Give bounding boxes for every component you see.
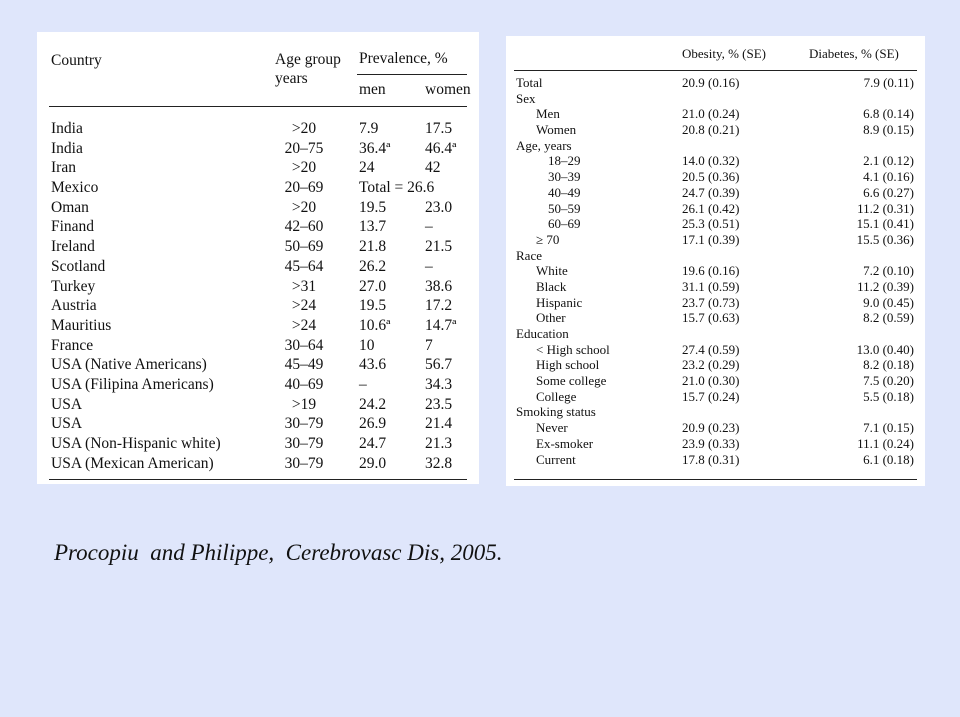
cell-country: India: [51, 120, 83, 137]
cell-label: Hispanic: [536, 294, 583, 310]
table-row: [514, 248, 917, 264]
cell-diabetes: 11.1 (0.24): [857, 435, 914, 451]
table-row: [514, 232, 917, 248]
cell-label: Race: [516, 247, 542, 263]
table-bottom-rule: [49, 479, 467, 480]
table-row: [514, 373, 917, 389]
cell-women: 23.5: [425, 395, 453, 413]
cell-men: Total = 26.6: [359, 179, 435, 197]
cell-obesity: 23.9 (0.33): [682, 435, 740, 451]
cell-country: India: [51, 139, 83, 157]
cell-women: 34.3: [425, 375, 453, 393]
cell-obesity: 23.7 (0.73): [682, 294, 740, 310]
cell-women: 32.8: [425, 454, 453, 472]
table-row: [49, 277, 467, 297]
cell-label: Sex: [516, 90, 536, 106]
cell-obesity: 21.0 (0.30): [682, 373, 740, 389]
cell-obesity: 24.7 (0.39): [682, 184, 740, 200]
table-row: [514, 263, 917, 279]
table-row: [49, 198, 467, 218]
cell-men: 19.5: [359, 297, 387, 315]
cell-country: Mexico: [51, 179, 99, 197]
table-body: [514, 71, 917, 467]
table-row: [49, 296, 467, 316]
cell-men: 21.8: [359, 238, 387, 256]
table-row: [49, 178, 467, 198]
cell-women: 46.4ª: [425, 139, 457, 157]
cell-label: Smoking status: [516, 404, 596, 420]
cell-label: Total: [516, 75, 543, 90]
table-row: [49, 395, 467, 415]
cell-men: 10.6ª: [359, 316, 391, 334]
cell-diabetes: 8.2 (0.18): [863, 357, 914, 373]
cell-age-group: 30–79: [284, 435, 324, 452]
cell-diabetes: 7.9 (0.11): [863, 75, 914, 90]
cell-age-group: 30–79: [284, 454, 324, 472]
cell-age-group: 20–75: [284, 139, 324, 157]
cell-women: –: [425, 218, 433, 236]
cell-age-group: 45–64: [284, 257, 324, 275]
cell-label: Men: [536, 106, 560, 122]
header-women: women: [425, 81, 471, 98]
cell-obesity: 27.4 (0.59): [682, 341, 740, 357]
header-age-line1: Age group: [275, 51, 341, 68]
table-row: [514, 75, 917, 91]
cell-women: 21.5: [425, 238, 453, 256]
cell-women: 7: [425, 336, 433, 354]
cell-obesity: 15.7 (0.24): [682, 388, 740, 404]
cell-diabetes: 7.5 (0.20): [863, 373, 914, 389]
cell-diabetes: 7.1 (0.15): [863, 420, 914, 436]
table-row: [514, 122, 917, 138]
cell-men: 43.6: [359, 356, 387, 374]
cell-diabetes: 5.5 (0.18): [863, 388, 914, 404]
cell-age-group: 30–79: [284, 415, 324, 433]
cell-men: 7.9: [359, 120, 379, 137]
cell-age-group: 40–69: [284, 375, 324, 393]
cell-obesity: 20.5 (0.36): [682, 169, 740, 185]
table-row: [49, 316, 467, 336]
cell-obesity: 15.7 (0.63): [682, 310, 740, 326]
cell-women: –: [425, 257, 433, 275]
cell-country: Finand: [51, 218, 95, 236]
table-row: [514, 138, 917, 154]
table-row: [514, 342, 917, 358]
cell-country: Iran: [51, 159, 76, 177]
cell-age-group: 45–49: [284, 356, 324, 374]
cell-label: High school: [536, 357, 600, 373]
table-bottom-rule: [514, 479, 917, 480]
cell-label: 60–69: [548, 216, 581, 232]
cell-women: 23.0: [425, 198, 453, 216]
cell-age-group: >24: [291, 297, 317, 315]
header-prevalence: Prevalence, %: [359, 50, 448, 67]
table-body: [49, 107, 467, 473]
table-row: [49, 434, 467, 454]
cell-obesity: 17.1 (0.39): [682, 231, 740, 247]
table-row: [514, 91, 917, 107]
cell-obesity: 25.3 (0.51): [682, 216, 740, 232]
cell-label: Women: [536, 122, 577, 138]
cell-obesity: 21.0 (0.24): [682, 106, 740, 122]
cell-men: –: [359, 375, 367, 393]
cell-label: Education: [516, 326, 569, 341]
cell-label: 50–59: [548, 200, 581, 216]
cell-label: 40–49: [548, 184, 581, 200]
cell-diabetes: 7.2 (0.10): [863, 263, 914, 279]
cell-diabetes: 13.0 (0.40): [856, 341, 914, 357]
cell-label: Some college: [536, 373, 607, 389]
table-row: [514, 404, 917, 420]
cell-women: 17.2: [425, 297, 453, 315]
table-row: [514, 420, 917, 436]
cell-diabetes: 4.1 (0.16): [863, 169, 914, 185]
table-row: [49, 139, 467, 159]
cell-label: White: [536, 263, 568, 279]
cell-age-group: 42–60: [284, 218, 324, 236]
cell-age-group: >19: [291, 395, 317, 413]
cell-country: Austria: [51, 297, 97, 315]
cell-label: Never: [536, 420, 568, 436]
cell-obesity: 19.6 (0.16): [682, 263, 740, 279]
cell-country: France: [51, 336, 94, 354]
cell-age-group: 50–69: [284, 238, 324, 256]
cell-diabetes: 8.2 (0.59): [863, 310, 914, 326]
cell-obesity: 20.9 (0.23): [682, 420, 740, 436]
table-row: [49, 414, 467, 434]
table-row: [514, 153, 917, 169]
cell-label: ≥ 70: [536, 231, 560, 247]
cell-label: 30–39: [548, 169, 581, 185]
table-row: [514, 201, 917, 217]
header-diabetes: Diabetes, % (SE): [809, 46, 899, 61]
cell-men: 10: [359, 336, 375, 354]
cell-women: 38.6: [425, 277, 453, 295]
table-row: [49, 355, 467, 375]
cell-diabetes: 6.6 (0.27): [863, 184, 914, 200]
cell-country: Mauritius: [51, 316, 112, 334]
cell-men: 24.7: [359, 435, 387, 452]
citation: Procopiu and Philippe, Cerebrovasc Dis, 2005.: [54, 540, 503, 565]
table-header: [514, 36, 917, 71]
cell-men: 29.0: [359, 454, 387, 472]
cell-diabetes: 15.1 (0.41): [856, 216, 914, 232]
table-row: [514, 185, 917, 201]
cell-obesity: 14.0 (0.32): [682, 153, 740, 169]
cell-diabetes: 9.0 (0.45): [863, 294, 914, 310]
cell-obesity: 17.8 (0.31): [682, 451, 740, 467]
cell-obesity: 20.8 (0.21): [682, 122, 740, 138]
cell-label: Black: [536, 278, 567, 294]
table-row: [514, 436, 917, 452]
cell-country: Oman: [51, 198, 89, 216]
cell-women: 21.3: [425, 435, 453, 452]
cell-women: 21.4: [425, 415, 453, 433]
cell-age-group: >24: [291, 316, 317, 334]
obesity-diabetes-table: [506, 36, 925, 486]
table-row: [514, 452, 917, 468]
header-obesity: Obesity, % (SE): [682, 46, 767, 61]
table-row: [514, 106, 917, 122]
cell-diabetes: 15.5 (0.36): [856, 231, 914, 247]
table-row: [49, 336, 467, 356]
table-row: [514, 326, 917, 342]
cell-country: Turkey: [51, 277, 96, 295]
header-country: Country: [51, 52, 102, 69]
cell-label: Age, years: [516, 137, 572, 153]
cell-country: USA: [51, 395, 83, 413]
cell-men: 13.7: [359, 218, 387, 236]
cell-country: Scotland: [51, 257, 106, 275]
prevalence-by-country-table: [37, 32, 479, 484]
cell-country: USA (Mexican American): [51, 454, 214, 472]
header-divider: [357, 74, 467, 75]
cell-label: 18–29: [548, 153, 581, 169]
cell-obesity: 20.9 (0.16): [682, 75, 740, 90]
table-row: [514, 310, 917, 326]
table-row: [514, 279, 917, 295]
cell-diabetes: 6.1 (0.18): [863, 451, 914, 467]
table-row: [49, 375, 467, 395]
cell-label: Current: [536, 451, 576, 467]
table-row: [49, 257, 467, 277]
cell-label: Ex-smoker: [536, 435, 594, 451]
cell-age-group: >20: [291, 120, 317, 137]
cell-diabetes: 8.9 (0.15): [863, 122, 914, 138]
cell-diabetes: 2.1 (0.12): [863, 153, 914, 169]
cell-men: 26.9: [359, 415, 387, 433]
cell-men: 27.0: [359, 277, 387, 295]
cell-men: 19.5: [359, 198, 387, 216]
cell-country: Ireland: [51, 238, 95, 256]
cell-country: USA (Filipina Americans): [51, 375, 214, 393]
cell-age-group: 20–69: [284, 179, 324, 197]
cell-men: 36.4ª: [359, 139, 391, 157]
table-row: [514, 295, 917, 311]
cell-diabetes: 6.8 (0.14): [863, 106, 914, 122]
cell-age-group: >31: [291, 277, 317, 295]
table-row: [514, 216, 917, 232]
cell-women: 14.7ª: [425, 316, 457, 334]
cell-women: 42: [425, 159, 441, 177]
cell-label: Other: [536, 310, 566, 326]
cell-obesity: 23.2 (0.29): [682, 357, 740, 373]
table-row: [514, 357, 917, 373]
cell-diabetes: 11.2 (0.39): [857, 278, 914, 294]
cell-men: 24: [359, 159, 375, 177]
cell-country: USA (Non-Hispanic white): [51, 435, 221, 452]
cell-country: USA: [51, 415, 83, 433]
cell-women: 56.7: [425, 356, 453, 374]
cell-age-group: >20: [291, 198, 317, 216]
cell-age-group: >20: [291, 159, 317, 177]
table-row: [49, 158, 467, 178]
table-row: [514, 169, 917, 185]
cell-label: College: [536, 388, 577, 404]
table-header: [49, 32, 471, 107]
table-row: [514, 389, 917, 405]
table-row: [49, 454, 467, 474]
cell-obesity: 26.1 (0.42): [682, 200, 740, 216]
header-age-line2: years: [275, 70, 308, 87]
cell-obesity: 31.1 (0.59): [682, 278, 740, 294]
cell-men: 26.2: [359, 257, 387, 275]
table-row: [49, 119, 467, 139]
cell-country: USA (Native Americans): [51, 356, 207, 374]
cell-men: 24.2: [359, 395, 387, 413]
table-row: [49, 217, 467, 237]
cell-women: 17.5: [425, 120, 453, 137]
cell-diabetes: 11.2 (0.31): [857, 200, 914, 216]
cell-age-group: 30–64: [284, 336, 324, 354]
header-age-group: [275, 50, 341, 88]
table-row: [49, 237, 467, 257]
header-men: men: [359, 81, 386, 98]
cell-label: < High school: [536, 341, 610, 357]
